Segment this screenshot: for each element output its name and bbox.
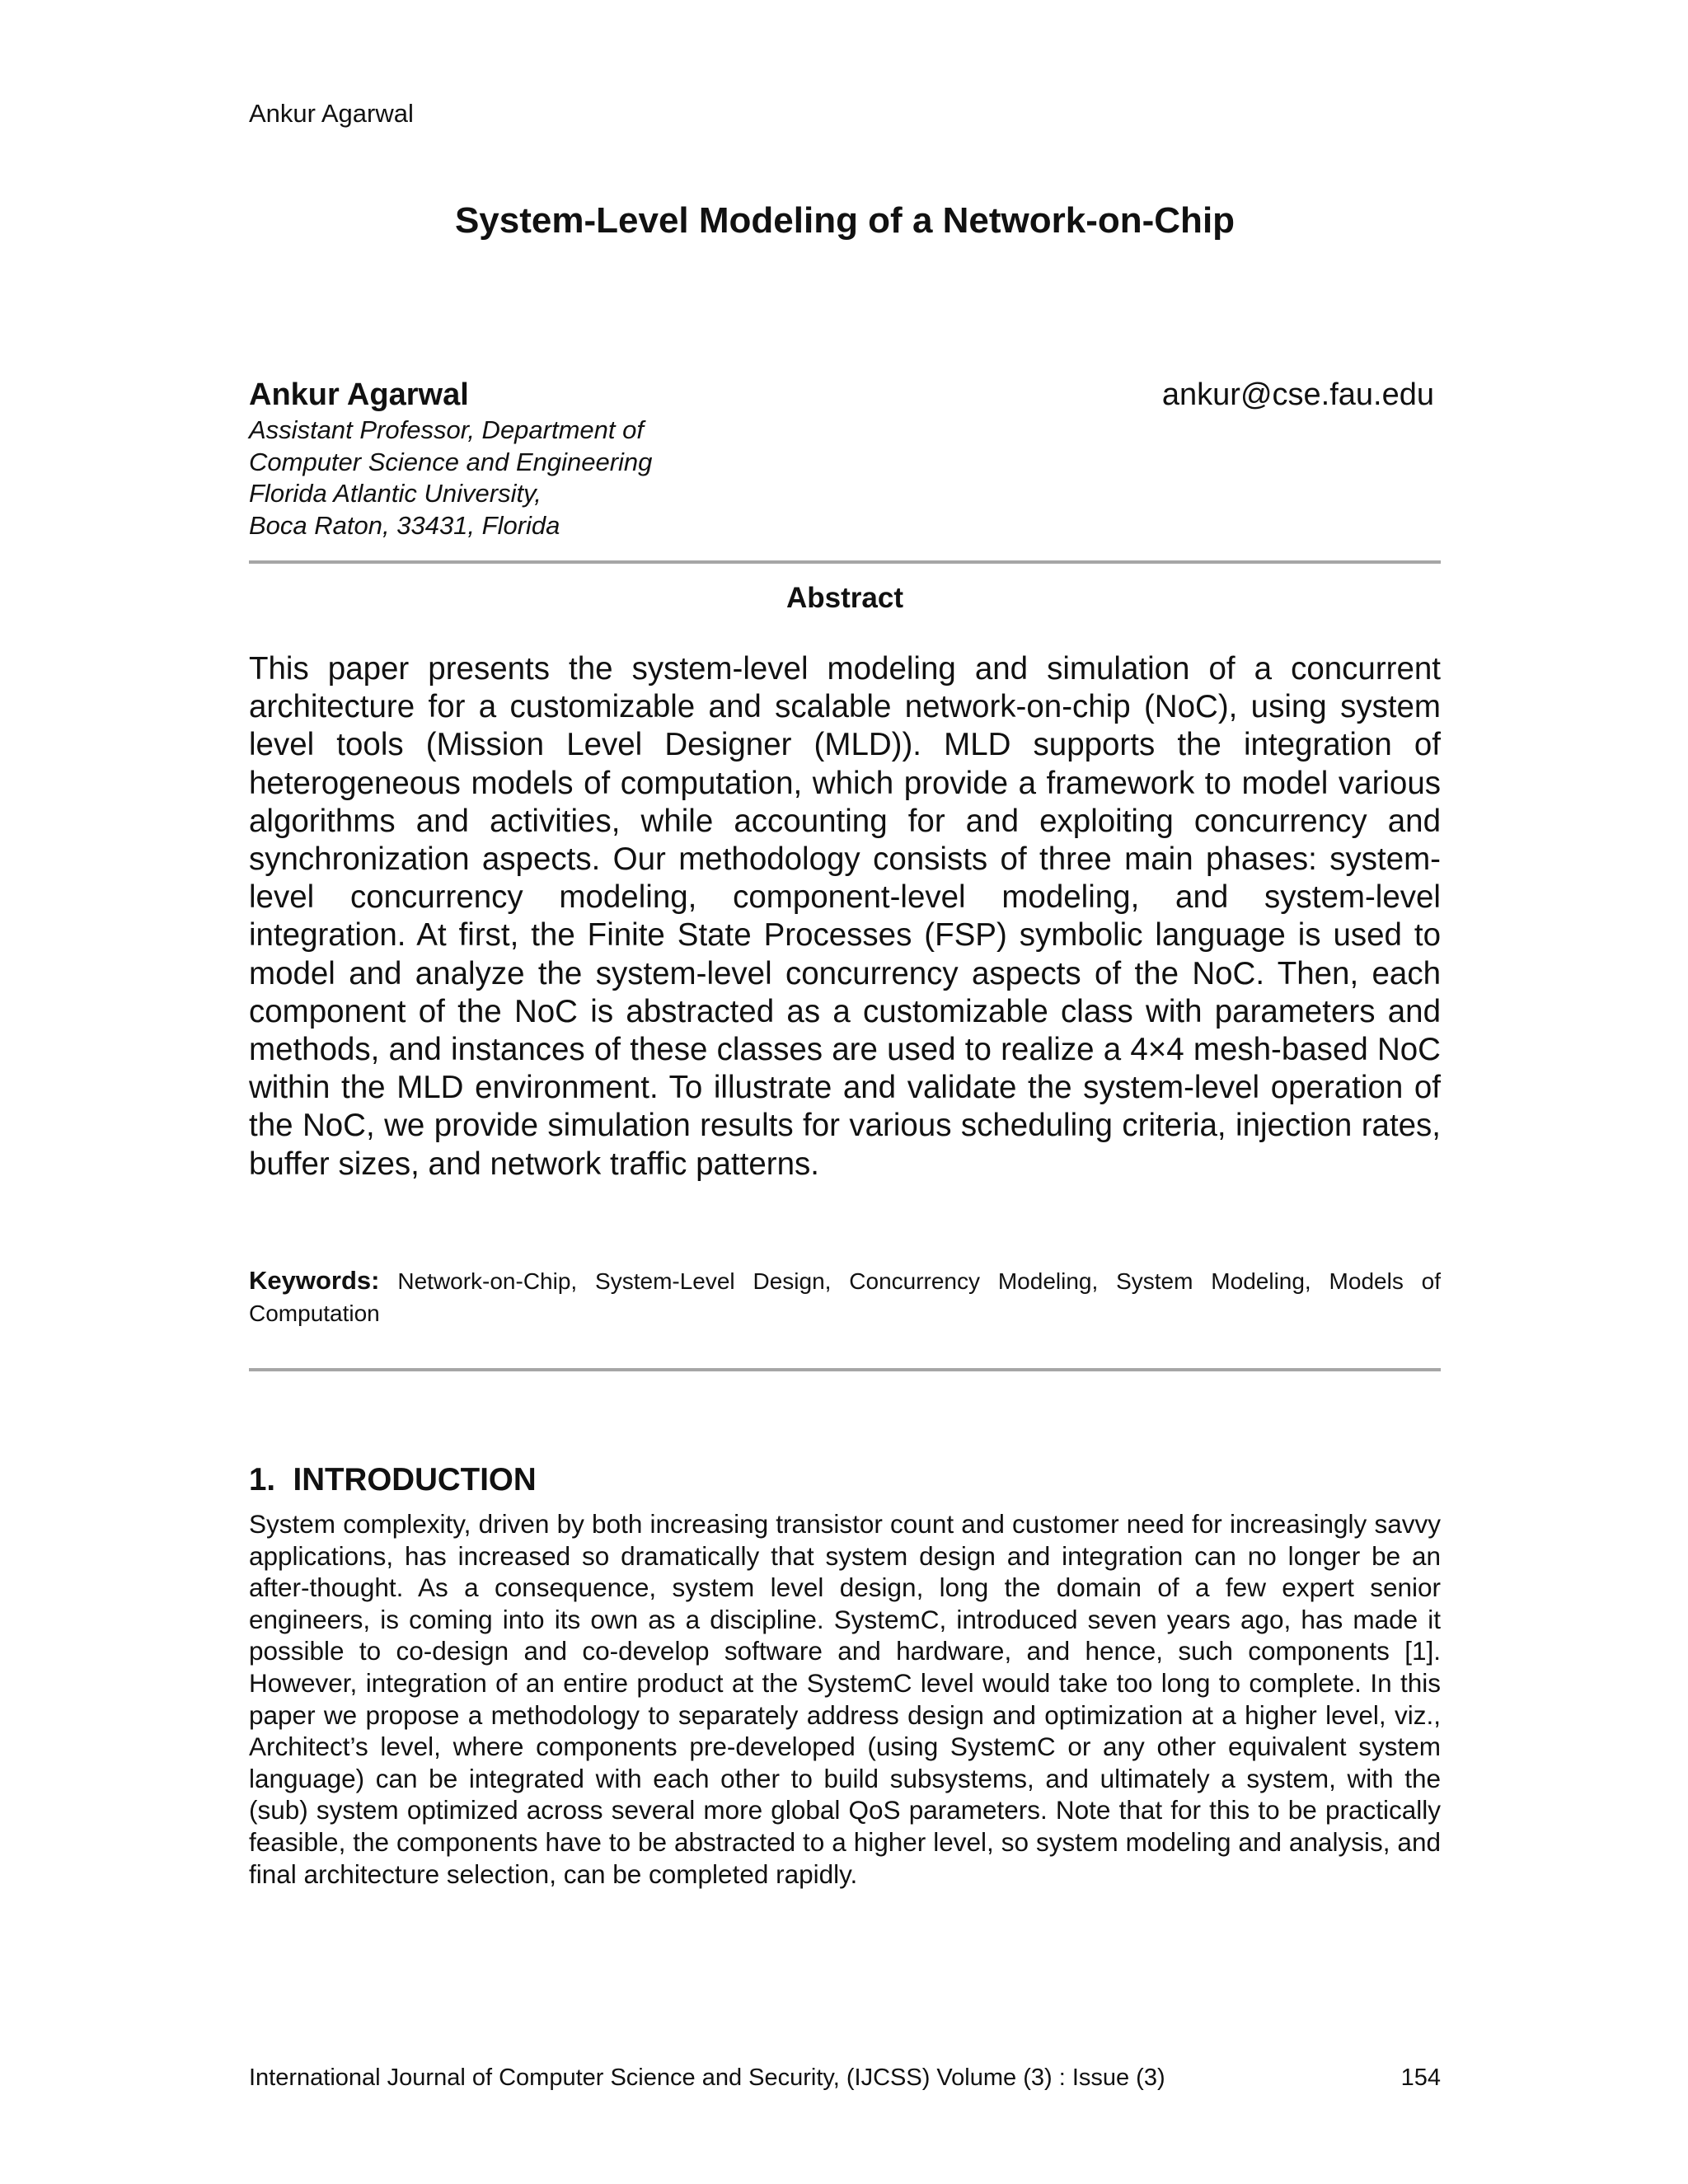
affiliation-line: Boca Raton, 33431, Florida <box>249 510 560 540</box>
author-email: ankur@cse.fau.edu <box>1161 377 1434 412</box>
author-affiliation <box>249 415 652 541</box>
abstract-text: This paper presents the system-level modeling and simulation of a concurrent architecture for a customizable and scalable network-on-chip (NoC), using system level tools (Mission Level Designer (MLD)). MLD supports the integration of heterogeneous models of computation, which provide a framework to model various algorithms and activities, while accounting for and exploiting concurrency and synchronization aspects. Our methodology consists of three main phases: system-level concurrency modeling, component-level modeling, and system-level integration. At first, the Finite State Processes (FSP) symbolic language is used to model and analyze the system-level concurrency aspects of the NoC. Then, each component of the NoC is abstracted as a customizable class with parameters and methods, and instances of these classes are used to realize a 4×4 mesh-based NoC within the MLD environment. To illustrate and validate the system-level operation of the NoC, we provide simulation results for various scheduling criteria, injection rates, buffer sizes, and network traffic patterns. <box>249 651 1441 1182</box>
section-heading-introduction: 1. INTRODUCTION <box>249 1462 537 1497</box>
footer-journal: International Journal of Computer Science and Security, (IJCSS) Volume (3) : Issue (3) <box>249 2064 1165 2091</box>
affiliation-line: Florida Atlantic University, <box>249 479 542 508</box>
paper-title: System-Level Modeling of a Network-on-Chip <box>454 200 1236 241</box>
affiliation-line: Assistant Professor, Department of <box>249 415 644 444</box>
author-name: Ankur Agarwal <box>249 377 469 412</box>
top-divider <box>249 560 1441 564</box>
page-number: 154 <box>1400 2064 1441 2091</box>
affiliation-line: Computer Science and Engineering <box>249 447 653 476</box>
keywords-label: Keywords: <box>249 1266 380 1295</box>
running-header: Ankur Agarwal <box>249 99 414 128</box>
abstract-heading: Abstract <box>786 582 903 614</box>
bottom-divider <box>249 1368 1441 1371</box>
keywords-text: Network-on-Chip, System-Level Design, Concurrency Modeling, System Modeling, Models of Computation <box>249 1268 1442 1326</box>
introduction-text: System complexity, driven by both increasing transistor count and customer need for increasingly savvy applications, has increased so dramatically that system design and integration can no longer be an after-thought. As a consequence, system level design, long the domain of a few expert senior engineers, is coming into its own as a discipline. SystemC, introduced seven years ago, has made it possible to co-design and co-develop software and hardware, and hence, such components [1]. However, integration of an entire product at the SystemC level would take too long to complete. In this paper we propose a methodology to separately address design and optimization at a higher level, viz., Architect’s level, where components pre-developed (using SystemC or any other equivalent system language) can be integrated with each other to build subsystems, and ultimately a system, with the (sub) system optimized across several more global QoS parameters. Note that for this to be practically feasible, the components have to be abstracted to a higher level, so system modeling and analysis, and final architecture selection, can be completed rapidly. <box>249 1509 1441 1889</box>
keywords <box>249 1264 1441 1329</box>
